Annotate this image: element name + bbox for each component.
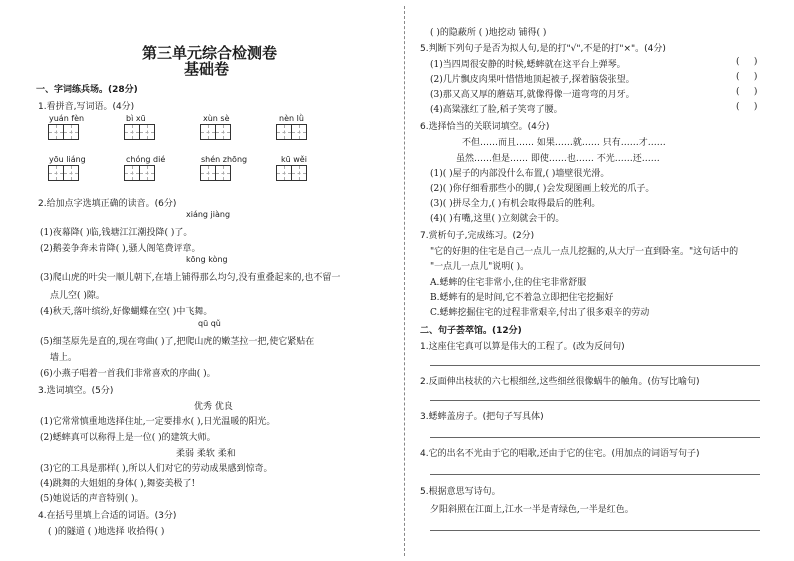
q5-item-4: (4)高粱涨红了脸,稻子笑弯了腰。 xyxy=(430,105,563,115)
page-subtitle: 基础卷 xyxy=(184,60,230,78)
q5-answer-1[interactable]: ( ) xyxy=(736,57,758,67)
q6-words-1: 不但……而且…… 如果……就…… 只有……才…… xyxy=(462,138,666,148)
q7-quote-1: "它的好胆的住宅是自己一点儿一点儿挖掘的,从大厅一直到卧室。"这句话中的 xyxy=(430,247,739,257)
page-title: 第三单元综合检测卷 xyxy=(142,44,278,62)
q2-line-2: (2)鹅姜争奔未肯降( ),骚人阁笔费评章。 xyxy=(40,244,201,254)
q6-item-1: (1)( )屋子的内部没什么布置,( )墙壁很光滑。 xyxy=(430,169,610,179)
q5-title: 5.判断下列句子是否为拟人句,是的打"√",不是的打"×"。(4分) xyxy=(420,44,666,54)
q5-answer-2[interactable]: ( ) xyxy=(736,72,758,82)
q5-answer-3[interactable]: ( ) xyxy=(736,87,758,97)
char-grid-1[interactable] xyxy=(48,124,78,140)
q5-item-2: (2)几片飘皮肉果叶惜惜地顶起被子,探着脑袋张望。 xyxy=(430,75,635,85)
q2-line-6: (6)小燕子唱着一首我们非常喜欢的序曲( )。 xyxy=(40,369,216,379)
q1-title: 1.看拼音,写词语。(4分) xyxy=(38,102,135,112)
s1-answer-line[interactable] xyxy=(430,365,760,366)
q5-answer-4[interactable]: ( ) xyxy=(736,102,758,112)
char-grid-7[interactable] xyxy=(200,165,230,181)
q7-option-c[interactable]: C.蟋蟀挖掘住宅的过程非常艰辛,付出了很多艰辛的劳动 xyxy=(430,308,650,318)
s3-answer-line[interactable] xyxy=(430,437,760,438)
s2-answer-line[interactable] xyxy=(430,400,760,401)
q3-line-4: (4)跳舞的大姐姐的身体( ),舞姿美极了! xyxy=(40,479,196,489)
char-grid-4[interactable] xyxy=(276,124,306,140)
q2-pinyin-2: kōng kòng xyxy=(186,255,228,264)
q6-item-3: (3)( )拼尽全力,( )有机会取得最后的胜利。 xyxy=(430,199,601,209)
q3-words-1: 优秀 优良 xyxy=(194,402,233,412)
q6-title: 6.选择恰当的关联词填空。(4分) xyxy=(420,122,550,132)
q2-line-3b: 点儿空( )隙。 xyxy=(50,291,105,301)
char-grid-5[interactable] xyxy=(48,165,78,181)
q4-line-2: ( )的隐蔽所 ( )地挖动 铺得( ) xyxy=(430,28,547,38)
q2-pinyin-3: qū qǔ xyxy=(198,319,221,328)
s4-question: 4.它的出名不光由于它的唱歌,还由于它的住宅。(用加点的词语写句子) xyxy=(420,449,700,459)
char-grid-6[interactable] xyxy=(124,165,154,181)
q7-quote-2: "一点儿一点儿"说明( )。 xyxy=(430,262,530,272)
s2-question: 2.反面伸出枝状的六七根细丝,这些细丝很像蜗牛的触角。(仿写比喻句) xyxy=(420,377,700,387)
q3-line-2: (2)蟋蟀真可以称得上是一位( )的建筑大师。 xyxy=(40,433,216,443)
q4-title: 4.在括号里填上合适的词语。(3分) xyxy=(38,511,177,521)
s5-answer-line[interactable] xyxy=(430,530,760,531)
char-grid-8[interactable] xyxy=(276,165,306,181)
pinyin-2: bì xū xyxy=(126,114,146,123)
pinyin-4: nèn lǜ xyxy=(279,114,304,123)
char-grid-3[interactable] xyxy=(200,124,230,140)
pinyin-5: yōu liáng xyxy=(49,155,86,164)
q6-words-2: 虽然……但是…… 即使……也…… 不光……还…… xyxy=(456,154,660,164)
q2-pinyin-1: xiáng jiàng xyxy=(186,210,231,219)
q3-line-5: (5)她说话的声音特别( )。 xyxy=(40,494,144,504)
part2-heading: 二、句子荟萃馆。(12分) xyxy=(420,326,522,336)
pinyin-6: chóng dié xyxy=(126,155,166,164)
part1-heading: 一、字词练兵场。(28分) xyxy=(36,85,138,95)
char-grid-2[interactable] xyxy=(124,124,154,140)
q5-item-3: (3)那又高又厚的蘑菇耳,就像得像一道弯弯的月牙。 xyxy=(430,90,635,100)
q6-item-4: (4)( )有嘴,这里( )立刻就会干的。 xyxy=(430,214,565,224)
q2-line-4: (4)秋天,落叶缤纷,好像蝴蝶在空( )中飞舞。 xyxy=(40,307,213,317)
column-divider xyxy=(404,6,405,556)
q2-line-3: (3)爬山虎的叶尖一顺儿朝下,在墙上铺得那么均匀,没有重叠起来的,也不留一 xyxy=(40,273,341,283)
q7-title: 7.赏析句子,完成练习。(2分) xyxy=(420,231,535,241)
q5-item-1: (1)当四周很安静的时候,蟋蟀就在这平台上弹琴。 xyxy=(430,60,626,70)
q3-line-3: (3)它的工具是那样( ),所以人们对它的劳动成果感到惊奇。 xyxy=(40,464,273,474)
s3-question: 3.蟋蟀盖房子。(把句子写具体) xyxy=(420,412,544,422)
s4-answer-line[interactable] xyxy=(430,474,760,475)
pinyin-7: shén zhōng xyxy=(201,155,248,164)
q7-option-a[interactable]: A.蟋蟀的住宅非常小,住的住宅非常舒服 xyxy=(430,278,587,288)
s5-prompt: 夕阳斜照在江面上,江水一半是青绿色,一半是红色。 xyxy=(430,505,634,515)
q2-title: 2.给加点字选填正确的读音。(6分) xyxy=(38,199,177,209)
q3-title: 3.选词填空。(5分) xyxy=(38,386,114,396)
q3-line-1: (1)它常常慎重地选择住址,一定要排水( ),日光温暖的阳光。 xyxy=(40,417,276,427)
q2-line-5b: 墙上。 xyxy=(50,353,78,363)
q4-line-1: ( )的隧道 ( )地选择 收拾得( ) xyxy=(48,527,165,537)
pinyin-8: kū wěi xyxy=(281,155,307,164)
q2-line-1: (1)夜幕降( )临,钱塘江江潮投降( )了。 xyxy=(40,228,193,238)
s5-question: 5.根据意思写诗句。 xyxy=(420,487,501,497)
pinyin-1: yuán fèn xyxy=(49,114,85,123)
q3-words-2: 柔弱 柔软 柔和 xyxy=(176,449,236,459)
s1-question: 1.这座住宅真可以算是伟大的工程了。(改为反问句) xyxy=(420,342,625,352)
q7-option-b[interactable]: B.蟋蟀有的是时间,它不着急立即把住宅挖掘好 xyxy=(430,293,614,303)
pinyin-3: xùn sè xyxy=(203,114,230,123)
q2-line-5: (5)细茎原先是直的,现在弯曲( )了,把爬山虎的嫩茎拉一把,使它紧贴在 xyxy=(40,337,315,347)
q6-item-2: (2)( )你仔细看那些小的脚,( )会发现图画上较光的爪子。 xyxy=(430,184,655,194)
